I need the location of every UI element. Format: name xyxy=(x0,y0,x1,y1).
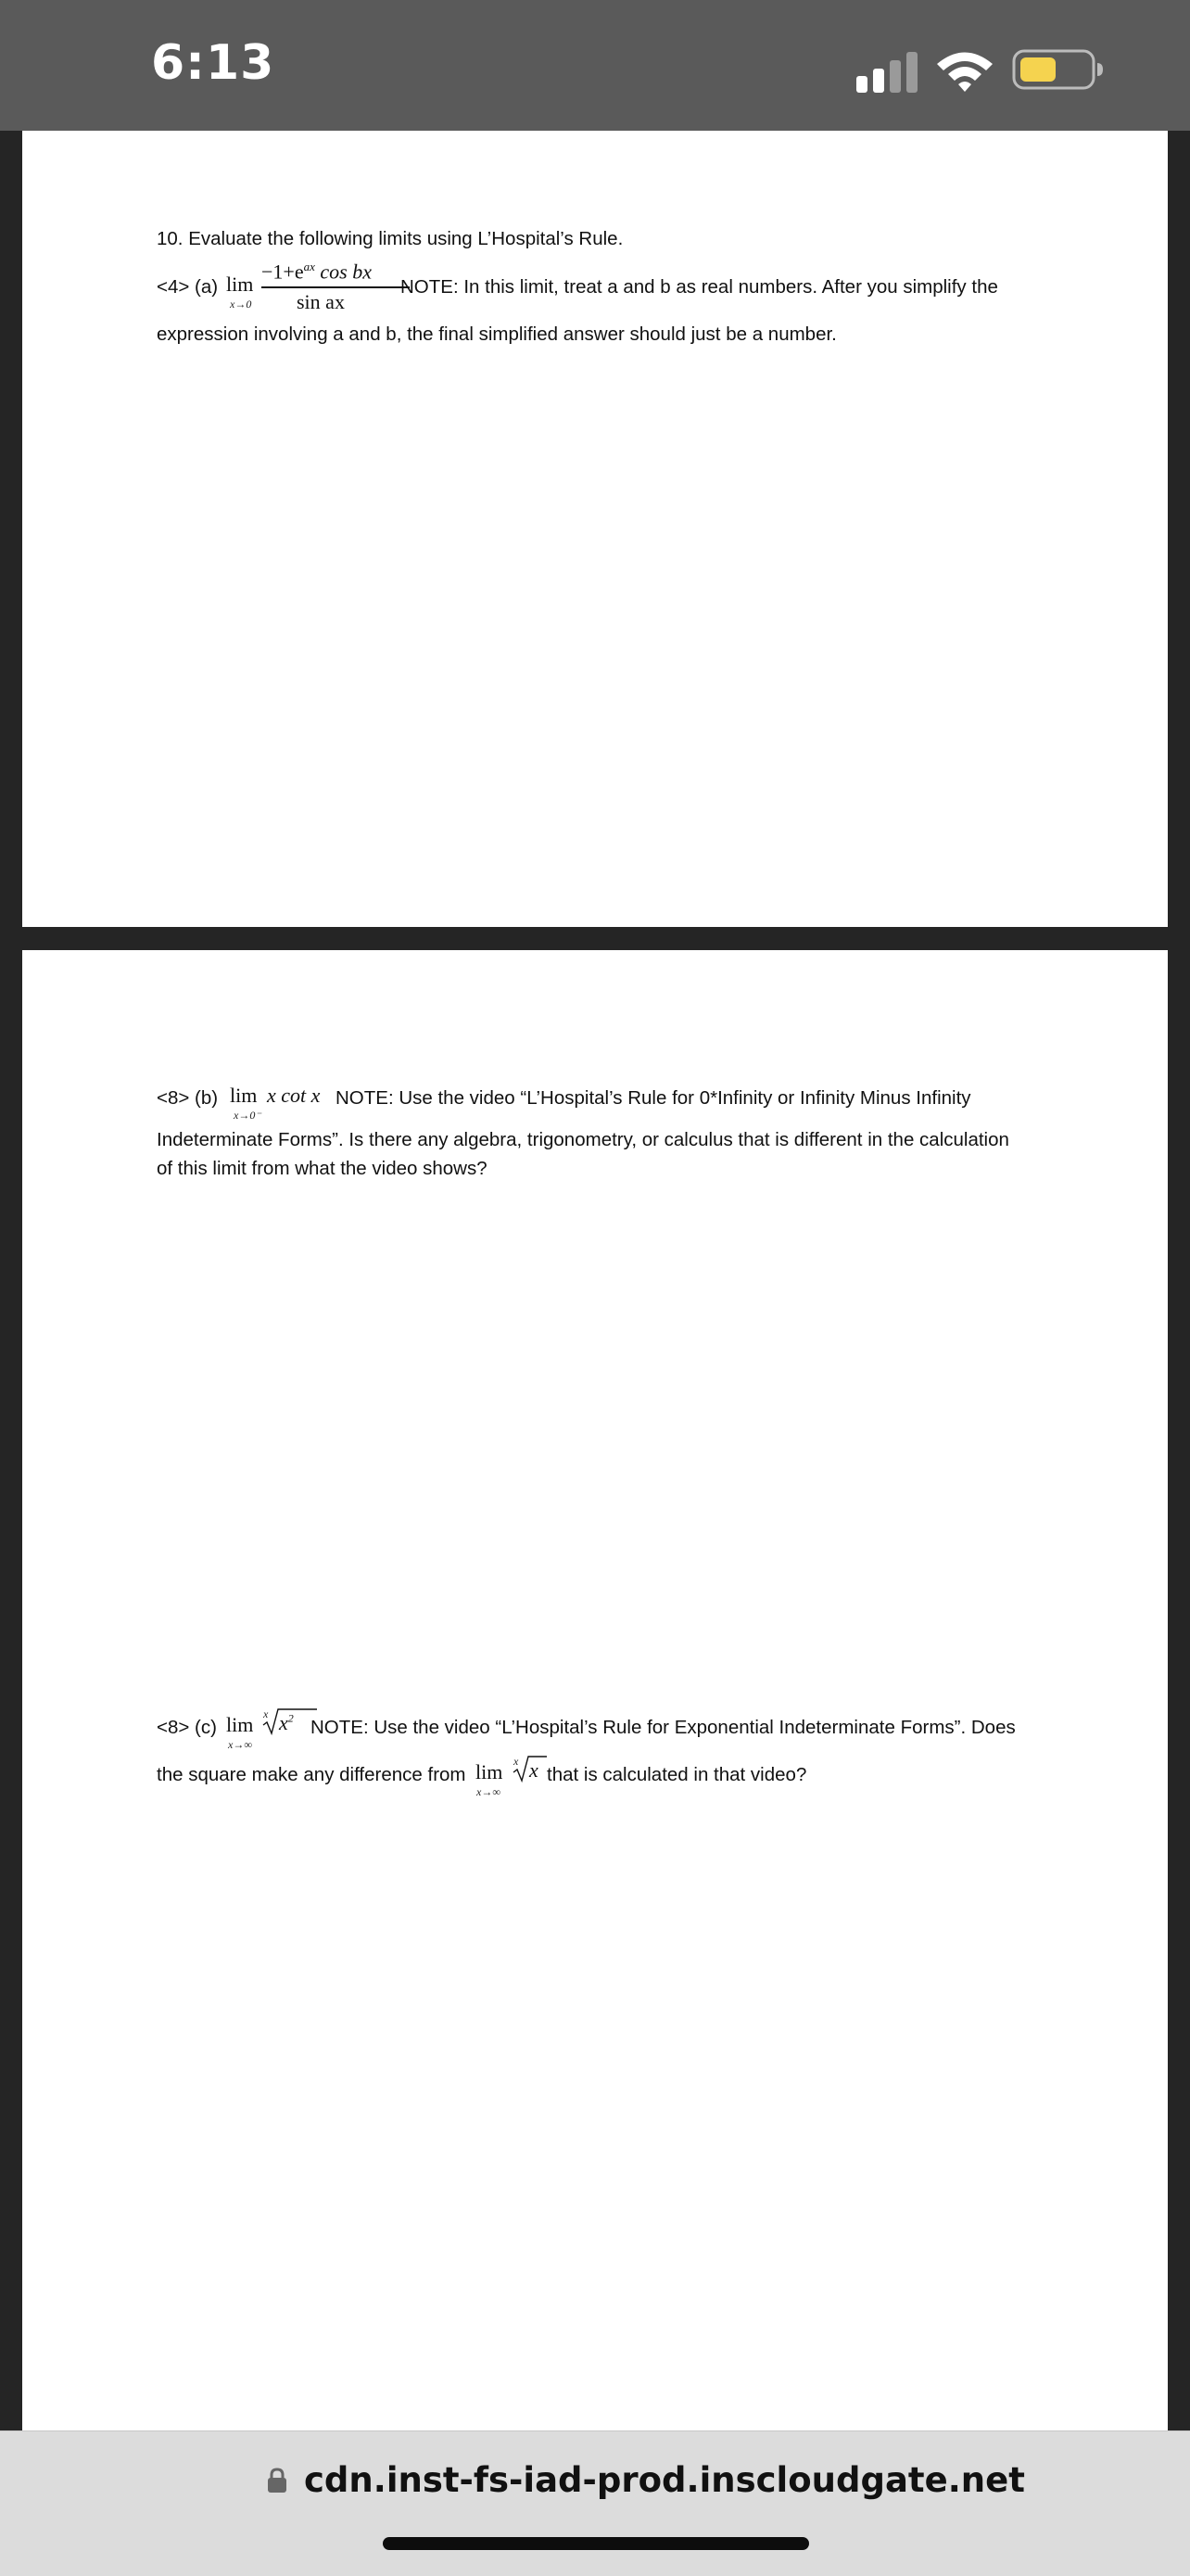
radicand-2: x xyxy=(529,1758,538,1782)
cellular-signal-icon xyxy=(856,50,919,93)
radicand-base: x xyxy=(279,1711,288,1734)
numerator-base: −1+e xyxy=(261,260,304,284)
home-indicator[interactable] xyxy=(383,2537,809,2550)
part-a-lim: lim xyxy=(226,273,254,296)
question-10-heading: 10. Evaluate the following limits using L’Hospital’s Rule. xyxy=(157,228,624,249)
part-b-note-line-3: of this limit from what the video shows? xyxy=(157,1158,487,1179)
numerator-cos: cos bx xyxy=(314,260,372,284)
part-b-lim-subscript: x→0⁻ xyxy=(234,1109,261,1122)
part-a-denominator: sin ax xyxy=(297,290,345,313)
radicand-exponent: 2 xyxy=(287,1711,294,1725)
part-a-label: <4> (a) xyxy=(157,276,219,298)
url-text[interactable]: cdn.inst-fs-iad-prod.inscloudgate.net xyxy=(304,2460,1025,2500)
part-b-expression: x cot x xyxy=(267,1084,321,1107)
part-c-lim-subscript: x→∞ xyxy=(228,1738,252,1751)
radicand xyxy=(279,1711,294,1735)
part-c-label: <8> (c) xyxy=(157,1717,217,1738)
part-c-lim-2: lim xyxy=(475,1760,503,1783)
root-2-index: x xyxy=(513,1755,519,1768)
part-b-label: <8> (b) xyxy=(157,1087,219,1109)
part-c-lim: lim xyxy=(226,1713,254,1736)
part-b-lim: lim xyxy=(230,1084,258,1107)
numerator-exponent: ax xyxy=(303,260,315,273)
battery-icon xyxy=(1012,48,1105,91)
part-c-lim-2-subscript: x→∞ xyxy=(476,1785,500,1798)
part-a-note-continued: expression involving a and b, the final simplified answer should just be a number. xyxy=(157,324,837,345)
wifi-icon xyxy=(934,48,995,93)
document-page-1 xyxy=(22,131,1168,927)
part-c-note: NOTE: Use the video “L’Hospital’s Rule for Exponential Indeterminate Forms”. Does xyxy=(310,1717,1016,1738)
status-time: 6:13 xyxy=(151,35,275,91)
part-b-note: NOTE: Use the video “L’Hospital’s Rule for 0*Infinity or Infinity Minus Infinity xyxy=(335,1087,971,1109)
lock-icon xyxy=(266,2467,288,2494)
document-page-2 xyxy=(22,950,1168,2433)
root-index: x xyxy=(263,1707,269,1720)
part-a-numerator xyxy=(261,260,372,284)
fraction-bar xyxy=(261,286,410,288)
part-b-note-line-2: Indeterminate Forms”. Is there any algebra, trigonometry, or calculus that is different in the calculation xyxy=(157,1129,1009,1150)
part-a-lim-subscript: x→0 xyxy=(230,298,252,311)
part-c-line-2-pre: the square make any difference from xyxy=(157,1764,466,1785)
browser-url-bar[interactable] xyxy=(0,2430,1190,2576)
part-c-line-2-post: that is calculated in that video? xyxy=(547,1764,807,1785)
status-bar xyxy=(0,0,1190,131)
part-a-note: NOTE: In this limit, treat a and b as real numbers. After you simplify the xyxy=(400,276,998,298)
